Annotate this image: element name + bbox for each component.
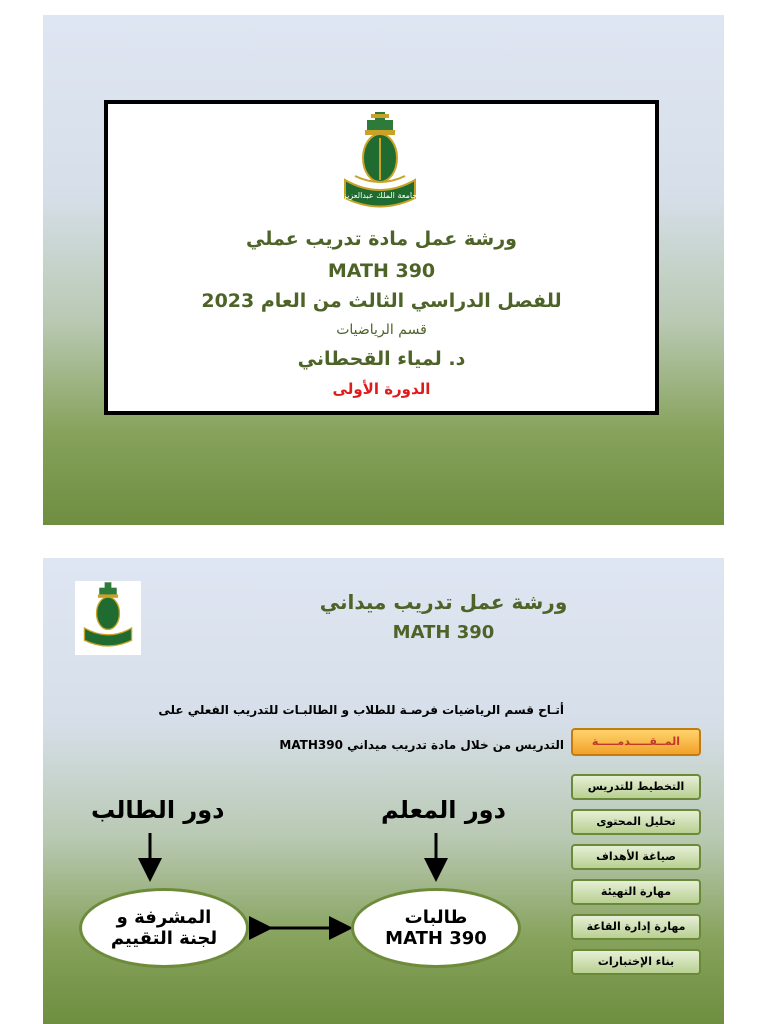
slide-title — [43, 15, 724, 525]
intro-line2: التدريس من خلال مادة تدريب ميداني MATH390 — [279, 738, 564, 752]
supervisor-bubble — [79, 888, 249, 968]
menu-classroom-button[interactable]: مهارة إدارة القاعة — [571, 914, 701, 940]
workshop-title: ورشة عمل مادة تدريب عملي — [246, 228, 517, 250]
supervisor-line1: المشرفة و — [116, 907, 212, 928]
menu-content-analysis-button[interactable]: تحليل المحتوى — [571, 809, 701, 835]
instructor: د. لمياء القحطاني — [297, 348, 466, 370]
student-role-label: دور الطالب — [91, 796, 225, 824]
teacher-role-label: دور المعلم — [381, 796, 506, 824]
svg-text:جامعة الملك عبدالعزيز: جامعة الملك عبدالعزيز — [342, 191, 418, 200]
course-code: MATH 390 — [327, 260, 436, 282]
menu-objectives-button[interactable]: صياغة الأهداف — [571, 844, 701, 870]
university-logo — [331, 110, 429, 220]
semester: للفصل الدراسي الثالث من العام 2023 — [201, 290, 562, 312]
menu-warmup-button[interactable]: مهارة التهيئة — [571, 879, 701, 905]
department: قسم الرياضيات — [336, 322, 427, 338]
slide2-course: MATH 390 — [392, 622, 495, 643]
students-bubble — [351, 888, 521, 968]
title-frame — [104, 100, 659, 415]
menu-tests-button[interactable]: بناء الإختبارات — [571, 949, 701, 975]
students-line1: طالبات — [404, 907, 468, 928]
supervisor-line2: لجنة التقييم — [110, 928, 218, 949]
slide2-title: ورشة عمل تدريب ميداني — [319, 590, 568, 614]
menu-planning-button[interactable]: التخطيط للتدريس — [571, 774, 701, 800]
students-line2: MATH 390 — [385, 928, 487, 949]
intro-line1: أتـاح قسم الرياضيات فرصـة للطلاب و الطالبـات للتدريب الفعلي على — [158, 703, 564, 717]
session-label: الدورة الأولى — [332, 380, 431, 398]
slide-content — [43, 558, 724, 1024]
menu-intro-button[interactable]: المــقـــــدمـــــة — [571, 728, 701, 756]
